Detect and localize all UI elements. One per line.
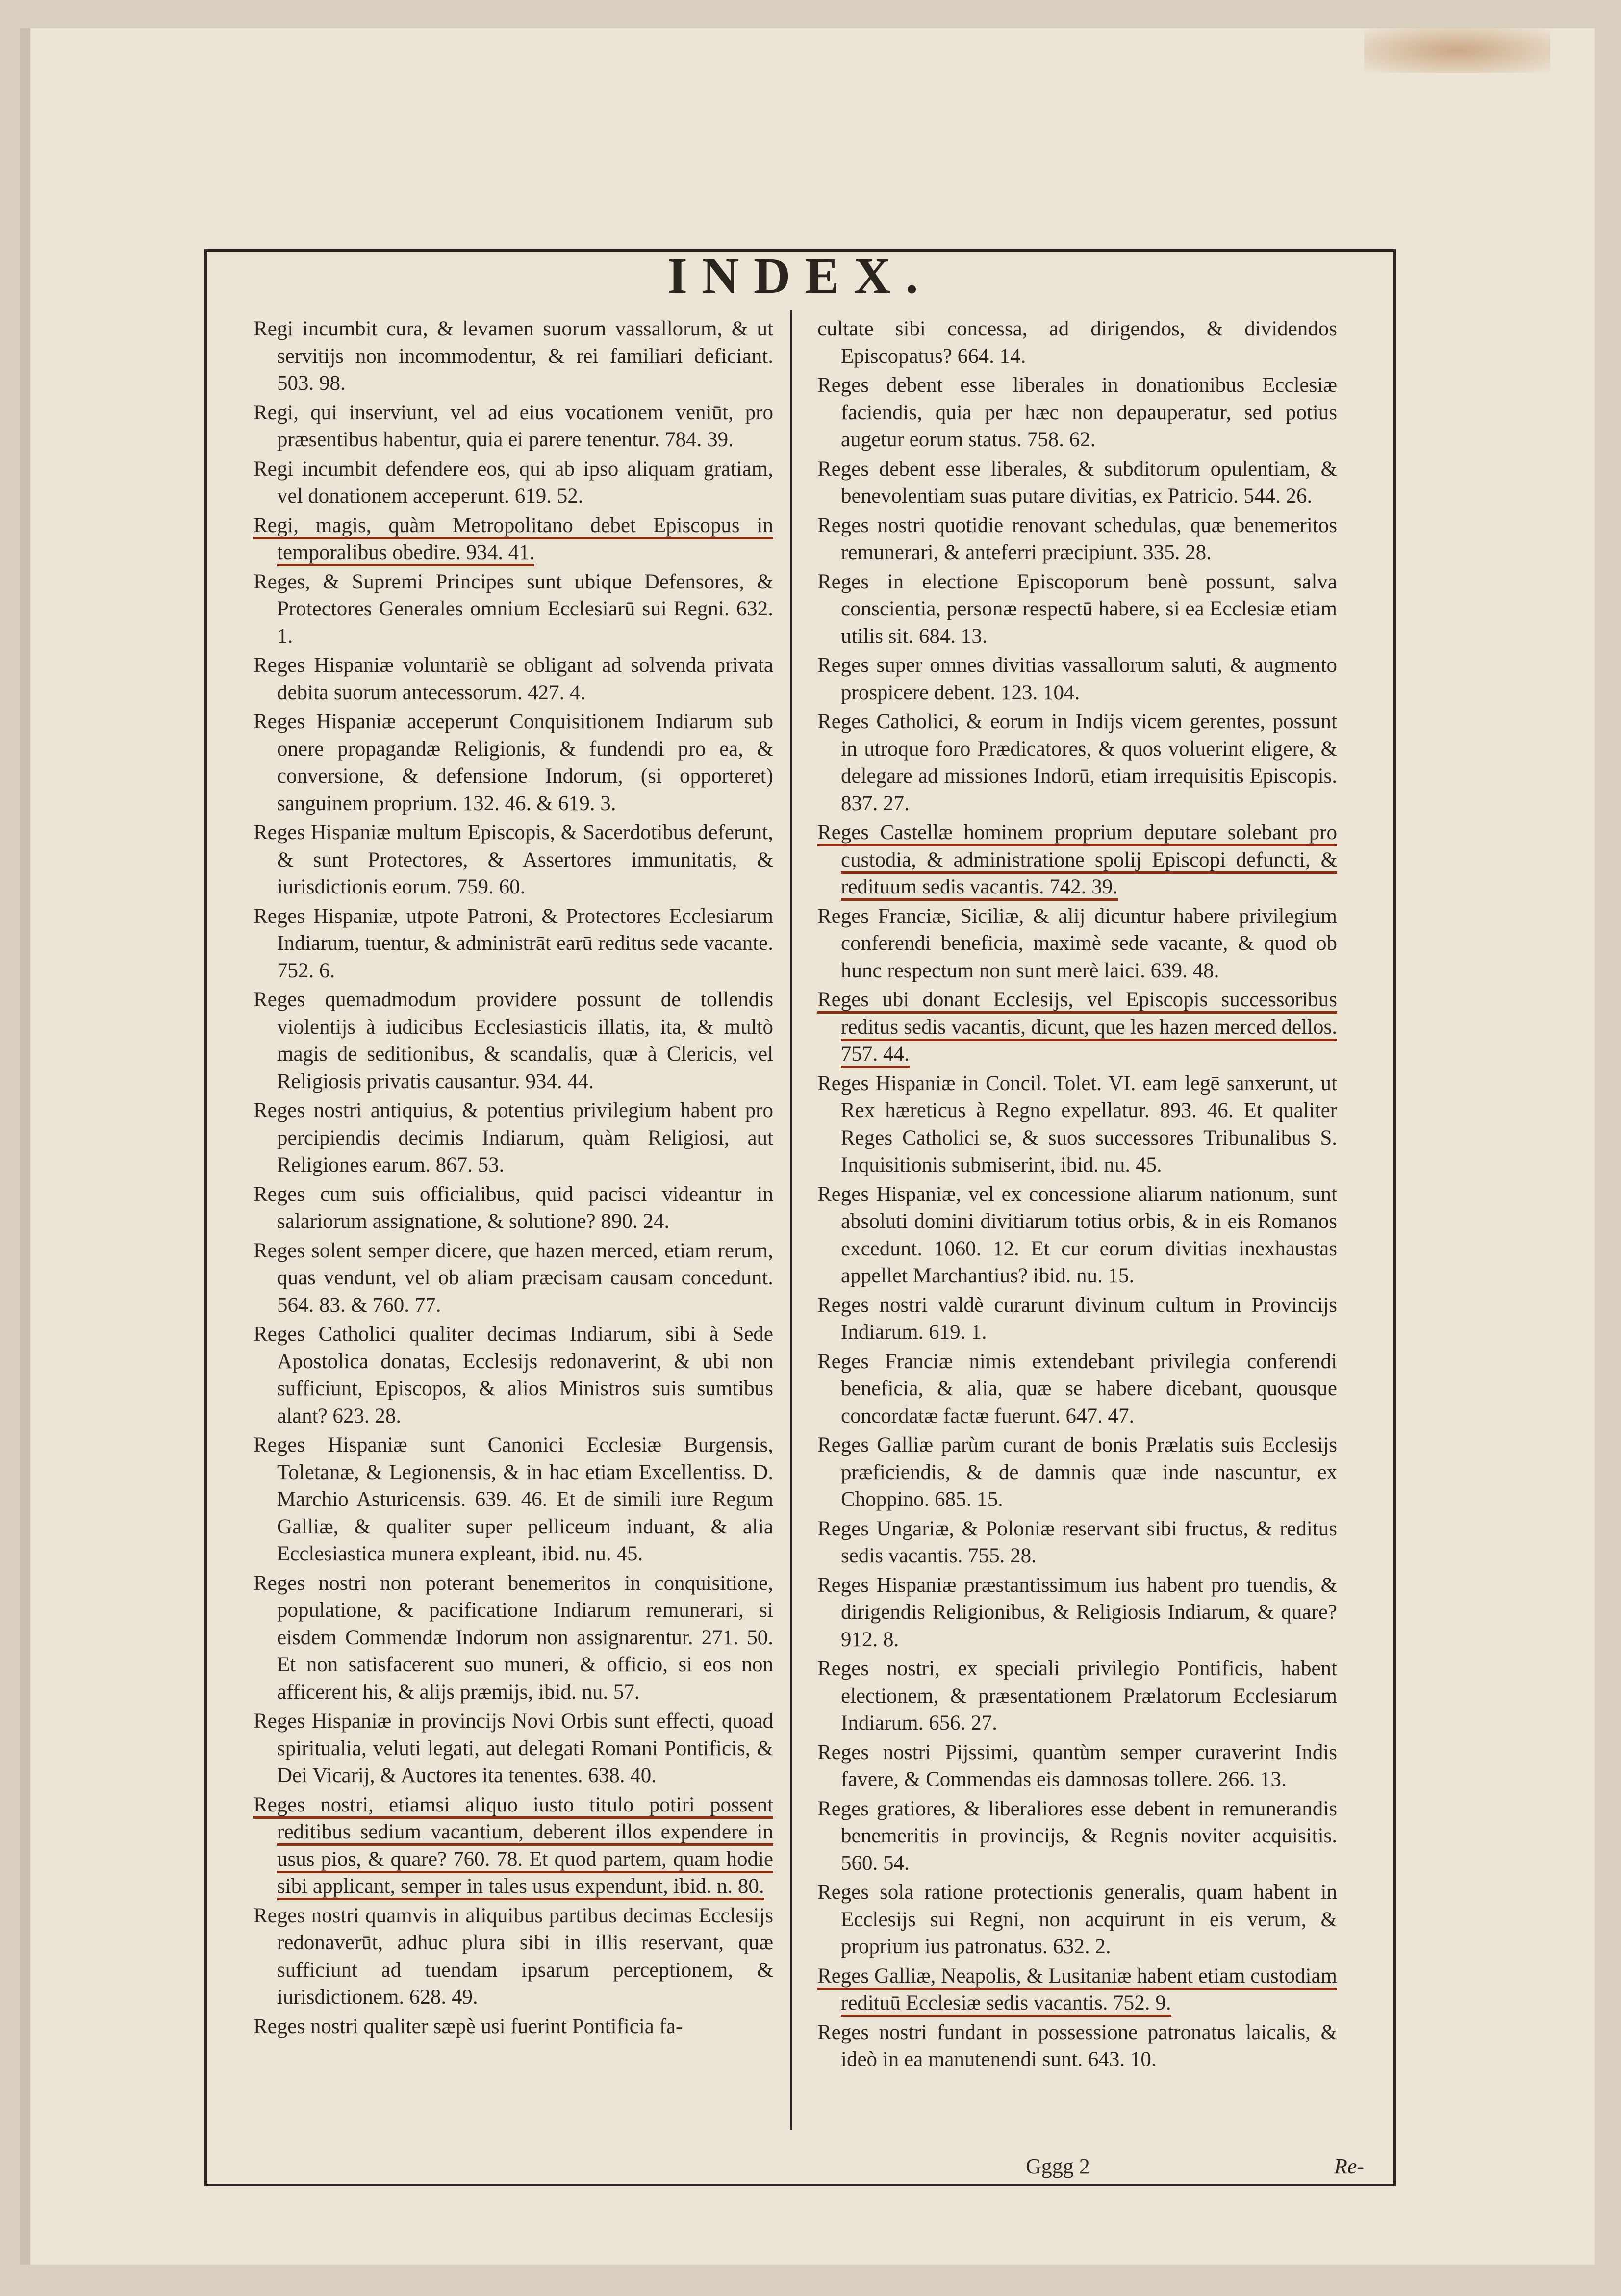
index-entry: Reges nostri valdè curarunt divinum cultum in Provincijs Indiarum. 619. 1. [817, 1293, 1337, 1344]
index-entry: Reges Hispaniæ acceperunt Conquisitionem Indiarum sub onere propagandæ Religionis, & fundendi pro ea, & conversione, & defensione Indorum, (si opporteret) sanguinem proprium. 132. 46. & 619. 3. [253, 710, 773, 815]
index-entry: Reges nostri non poterant benemeritos in conquisitione, populatione, & pacificatione Indiarum remunerari, si eisdem Commendæ Indorum non assignarentur. 271. 50. Et non satisfacerent suo muneri, & officio, si eos non afficerent his, & alijs præmijs, ibid. nu. 57. [253, 1571, 773, 1704]
index-entry [817, 819, 1337, 901]
index-entry: Reges Hispaniæ in provincijs Novi Orbis sunt effecti, quoad spiritualia, veluti legati, aut delegati Romani Pontificis, & Dei Vicarij, & Auctores ita tenentes. 638. 40. [253, 1709, 773, 1787]
index-entry: Reges debent esse liberales, & subditorum opulentiam, & benevolentiam suas putare divitias, ex Patricio. 544. 26. [817, 457, 1337, 508]
index-entry: Reges Galliæ parùm curant de bonis Prælatis suis Ecclesijs præficiendis, & de damnis quæ inde nascuntur, ex Choppino. 685. 15. [817, 1433, 1337, 1511]
index-entry: Regi incumbit cura, & levamen suorum vassallorum, & ut servitijs non incommodentur, & rei familiari deficiant. 503. 98. [253, 317, 773, 395]
page-leaf [20, 28, 1595, 2265]
right-column [817, 315, 1337, 2075]
index-entry: Reges nostri Pijssimi, quantùm semper curaverint Indis favere, & Commendas eis damnosas tollere. 266. 13. [817, 1740, 1337, 1791]
index-entry: Reges super omnes divitias vassallorum saluti, & augmento prospicere debent. 123. 104. [817, 654, 1337, 704]
underlined-entry: Reges Galliæ, Neapolis, & Lusitaniæ habent etiam custodiam redituū Ecclesiæ sedis vacantis. 752. 9. [817, 1964, 1337, 2017]
index-entry: Reges nostri antiquius, & potentius privilegium habent pro percipiendis decimis Indiarum, quàm Religiosi, aut Religiones earum. 867. 53. [253, 1099, 773, 1176]
index-entry: Reges Franciæ, Siciliæ, & alij dicuntur habere privilegium conferendi beneficia, maximè sede vacante, & quod ob hunc respectum non sunt merè laici. 639. 48. [817, 904, 1337, 982]
index-entry [817, 986, 1337, 1068]
underlined-entry: Reges ubi donant Ecclesijs, vel Episcopis successoribus reditus sedis vacantis, dicunt, que les hazen merced dellos. 757. 44. [817, 988, 1337, 1068]
index-entry: Reges solent semper dicere, que hazen merced, etiam rerum, quas vendunt, vel ob aliam præcisam causam concedunt. 564. 83. & 760. 77. [253, 1239, 773, 1317]
index-entry: Reges Hispaniæ præstantissimum ius habent pro tuendis, & dirigendis Religionibus, & Religiosis Indiarum, & quare? 912. 8. [817, 1573, 1337, 1651]
index-entry: cultate sibi concessa, ad dirigendos, & dividendos Episcopatus? 664. 14. [817, 317, 1337, 368]
index-entry: Reges gratiores, & liberaliores esse debent in remunerandis benemeritis in provincijs, & Regnis noviter acquisitis. 560. 54. [817, 1797, 1337, 1875]
index-entry: Reges Hispaniæ sunt Canonici Ecclesiæ Burgensis, Toletanæ, & Legionensis, & in hac etiam Excellentiss. D. Marchio Asturicensis. 639. 46. Et de simili iure Regum Galliæ, & qualiter super pelliceum induant, & alia Ecclesiastica munera expleant, ibid. nu. 45. [253, 1433, 773, 1565]
index-entry [253, 1791, 773, 1900]
index-entry: Reges nostri fundant in possessione patronatus laicalis, & ideò in ea manutenendi sunt. 643. 10. [817, 2020, 1337, 2071]
page-title: INDEX. [667, 248, 933, 304]
paper-stain [1364, 28, 1550, 73]
index-entry: Reges Catholici qualiter decimas Indiarum, sibi à Sede Apostolica donatas, Ecclesijs redonaverint, & ubi non sufficiunt, Episcopos, & alios Ministros suis sumtibus alant? 623. 28. [253, 1323, 773, 1428]
index-entry: Reges Hispaniæ, vel ex concessione aliarum nationum, sunt absoluti domini divitiarum totius orbis, & in eis Romanos excedunt. 1060. 12. Et cur eorum divitias inexhaustas appellet Marchantius? ibid. nu. 15. [817, 1182, 1337, 1287]
index-entry: Reges Franciæ nimis extendebant privilegia conferendi beneficia, & alia, quæ se habere dicebant, quousque concordatæ factæ fuerunt. 647. 47. [817, 1350, 1337, 1428]
index-entry: Regi incumbit defendere eos, qui ab ipso aliquam gratiam, vel donationem acceperunt. 619. 52. [253, 457, 773, 508]
column-divider [790, 310, 792, 2130]
signature-mark: Gggg 2 [1026, 2154, 1090, 2178]
left-column [253, 315, 773, 2042]
index-entry: Reges debent esse liberales in donationibus Ecclesiæ faciendis, quia per hæc non depauperatur, sed potius augetur eorum status. 758. 62. [817, 374, 1337, 451]
index-entry: Reges nostri, ex speciali privilegio Pontificis, habent electionem, & præsentationem Prælatorum Ecclesiarum Indiarum. 656. 27. [817, 1657, 1337, 1735]
index-frame [204, 249, 1396, 2186]
index-entry: Reges in electione Episcoporum benè possunt, salva conscientia, personæ respectū habere, si ea Ecclesiæ etiam utilis sit. 684. 13. [817, 570, 1337, 648]
index-entry: Reges sola ratione protectionis generalis, quam habent in Ecclesijs sui Regni, non acquirunt in eis verum, & proprium ius patronatus. 632. 2. [817, 1881, 1337, 1958]
index-entry: Reges Hispaniæ voluntariè se obligant ad solvenda privata debita suorum antecessorum. 427. 4. [253, 654, 773, 704]
index-entry: Reges Hispaniæ, utpote Patroni, & Protectores Ecclesiarum Indiarum, tuentur, & administrāt earū reditus sede vacante. 752. 6. [253, 904, 773, 982]
index-entry: Regi, qui inserviunt, vel ad eius vocationem veniūt, pro præsentibus habentur, quia ei parere tenentur. 784. 39. [253, 401, 773, 451]
index-entry: Reges Hispaniæ in Concil. Tolet. VI. eam legē sanxerunt, ut Rex hæreticus à Regno expellatur. 893. 46. Et qualiter Reges Catholici se, & suos successores Tribunalibus S. Inquisitionis submiserint, ibid. nu. 45. [817, 1071, 1337, 1176]
index-entry: Reges quemadmodum providere possunt de tollendis violentijs à iudicibus Ecclesiasticis illatis, ita, & multò magis de seditionibus, & scandalis, quæ à Clericis, vel Religiosis privatis causantur. 934. 44. [253, 988, 773, 1093]
index-entry [817, 1963, 1337, 2017]
catchword: Re- [1334, 2154, 1364, 2178]
underlined-entry: Reges Castellæ hominem proprium deputare solebant pro custodia, & administratione spolij Episcopi defuncti, & redituum sedis vacantis. 742. 39. [817, 821, 1337, 901]
index-entry: Reges nostri quamvis in aliquibus partibus decimas Ecclesijs redonaverūt, adhuc plura sibi in illis reservant, quæ sufficiunt ad tuendam ipsarum perceptionem, & iurisdictionem. 628. 49. [253, 1904, 773, 2009]
index-entry: Reges Hispaniæ multum Episcopis, & Sacerdotibus deferunt, & sunt Protectores, & Assertores immunitatis, & iurisdictionis eorum. 759. 60. [253, 821, 773, 898]
index-entry: Reges cum suis officialibus, quid pacisci videantur in salariorum assignatione, & solutione? 890. 24. [253, 1182, 773, 1233]
underlined-entry: Reges nostri, etiamsi aliquo iusto titulo potiri possent reditibus sedium vacantium, deberent illos expendere in usus pios, & quare? 760. 78. Et quod partem, quam hodie sibi applicant, semper in tales usus expendunt, ibid. n. 80. [253, 1793, 773, 1901]
index-entry: Reges nostri qualiter sæpè usi fuerint Pontificia fa- [253, 2015, 683, 2038]
index-entry: Reges nostri quotidie renovant schedulas, quæ benemeritos remunerari, & anteferri præcipiunt. 335. 28. [817, 513, 1337, 564]
underlined-entry: Regi, magis, quàm Metropolitano debet Episcopus in temporalibus obedire. 934. 41. [253, 514, 773, 567]
index-entry: Reges, & Supremi Principes sunt ubique Defensores, & Protectores Generales omnium Ecclesiarū sui Regni. 632. 1. [253, 570, 773, 648]
index-entry [253, 512, 773, 566]
index-entry: Reges Catholici, & eorum in Indijs vicem gerentes, possunt in utroque foro Prædicatores, & quos voluerint eligere, & delegare ad missiones Indorū, etiam irrequisitis Episcopis. 837. 27. [817, 710, 1337, 815]
page-footer [207, 2144, 1393, 2179]
index-entry: Reges Ungariæ, & Poloniæ reservant sibi fructus, & reditus sedis vacantis. 755. 28. [817, 1517, 1337, 1567]
